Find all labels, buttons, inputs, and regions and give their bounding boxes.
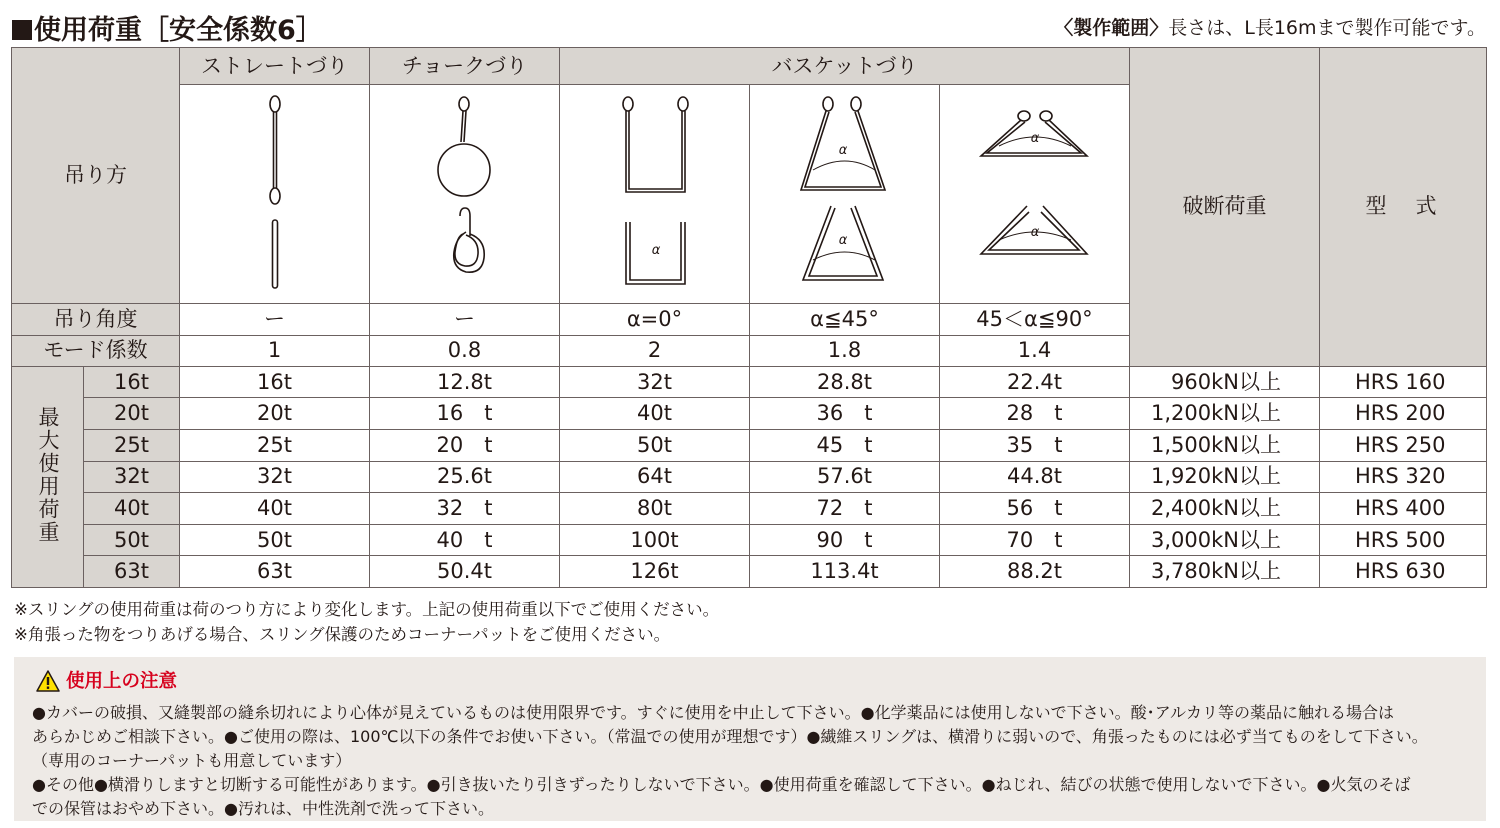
size-value: 40t [114,495,149,520]
breaking-load-cell [1130,366,1320,398]
model-cell [1320,556,1487,588]
breaking-load-header-text: 破断荷重 [1182,194,1267,219]
caution-line: （専用のコーナーパットも用意しています） [32,751,352,770]
page-title [12,8,323,47]
angle-cell [940,303,1130,335]
load-cell [370,398,560,430]
size-cell [84,398,180,430]
load-cell [370,430,560,462]
col-group-basket [560,48,1130,85]
col-group-straight [180,48,370,85]
load-value: 32t [637,369,672,394]
load-value: 72 t [816,495,873,520]
load-value: 28.8t [817,369,872,394]
load-cell [180,398,370,430]
model-cell [1320,461,1487,493]
load-cell [750,430,940,462]
angle-value: 45＜α≦90° [976,306,1093,331]
method-header [12,48,180,304]
load-cell [750,524,940,556]
basket-90-sling-icon [975,94,1095,294]
warning-icon [36,670,60,692]
model-cell [1320,524,1487,556]
angle-label-text: 吊り角度 [53,306,138,331]
production-range-label: 〈製作範囲〉 [1054,17,1169,39]
load-value: 64t [637,464,672,489]
alpha-label: α [838,232,847,248]
load-cell [560,398,750,430]
load-value: 22.4t [1007,369,1062,394]
load-cell [180,430,370,462]
straight-sling-icon [245,94,305,294]
load-value: 88.2t [1007,559,1062,584]
breaking-load-value: 1,200kN以上 [1151,401,1281,426]
diagram-choke [370,85,560,304]
square-bullet-icon [12,20,32,40]
load-cell [940,493,1130,525]
mode-value: 1 [267,338,282,363]
load-cell [180,524,370,556]
mode-cell [370,335,560,366]
diagram-basket-45 [750,85,940,304]
angle-value: α≦45° [810,306,879,331]
model-header-text: 型 式 [1365,194,1441,219]
load-value: 40 t [436,527,493,552]
mode-cell [560,335,750,366]
col-group-straight-text: ストレートづり [201,53,348,78]
caution-line: での保管はおやめ下さい。●汚れは、中性洗剤で洗って下さい。 [32,799,494,818]
diagram-basket-90 [940,85,1130,304]
alpha-label: α [651,242,660,258]
mode-cell [180,335,370,366]
table-row [12,524,1487,556]
footnote: ※スリングの使用荷重は荷のつり方により変化します。上記の使用荷重以下でご使用ください。 [14,600,720,619]
caution-box [14,657,1486,821]
angle-value: ー [454,306,475,331]
caution-line: ●その他●横滑りしますと切断する可能性があります。●引き抜いたり引きずったりしないで下さい。●使用荷重を確認して下さい。●ねじれ、結びの状態で使用しないで下さい。●火気のそば [32,775,1411,794]
load-cell [940,461,1130,493]
angle-label [12,303,180,335]
mode-value: 1.8 [827,338,862,363]
model-header [1320,48,1487,367]
breaking-load-value: 1,920kN以上 [1151,464,1281,489]
table-row [12,366,1487,398]
load-cell [560,461,750,493]
load-value: 32t [257,464,292,489]
mode-value: 0.8 [447,338,482,363]
production-range [1054,13,1486,40]
caution-title: 使用上の注意 [66,671,178,692]
load-cell [560,493,750,525]
breaking-load-value: 960kN以上 [1171,369,1281,394]
load-cell [940,556,1130,588]
mode-label [12,335,180,366]
load-cell [560,366,750,398]
load-cell [940,524,1130,556]
load-value: 80t [637,495,672,520]
breaking-load-header [1130,48,1320,367]
load-cell [370,366,560,398]
model-value: HRS 160 [1355,369,1446,394]
model-cell [1320,493,1487,525]
size-cell [84,430,180,462]
model-value: HRS 200 [1355,401,1446,426]
model-cell [1320,366,1487,398]
load-cell [940,366,1130,398]
load-value: 28 t [1006,401,1063,426]
load-value: 40t [257,495,292,520]
model-cell [1320,398,1487,430]
breaking-load-value: 1,500kN以上 [1151,432,1281,457]
breaking-load-cell [1130,398,1320,430]
caution-body [32,701,1477,821]
mode-cell [750,335,940,366]
col-group-basket-text: バスケットづり [771,53,918,78]
load-value: 45 t [816,432,873,457]
basket-vertical-sling-icon [610,94,700,294]
load-value: 32 t [436,495,493,520]
alpha-label: α [1030,130,1039,146]
max-load-label [12,366,84,587]
mode-label-text: モード係数 [43,338,148,363]
load-value: 16 t [436,401,493,426]
breaking-load-value: 3,000kN以上 [1151,527,1281,552]
breaking-load-cell [1130,430,1320,462]
table-row [12,430,1487,462]
caution-line: あらかじめご相談下さい。●ご使用の際は、100℃以下の条件でお使い下さい。（常温での使用が理想です）●繊維スリングは、横滑りに弱いので、角張ったものには必ず当てものをして下さい。 [32,727,1428,746]
size-value: 20t [114,401,149,426]
load-value: 50t [637,432,672,457]
load-cell [370,556,560,588]
load-cell [180,461,370,493]
breaking-load-value: 3,780kN以上 [1151,559,1281,584]
load-cell [560,524,750,556]
size-cell [84,461,180,493]
load-cell [370,493,560,525]
mode-cell [940,335,1130,366]
load-cell [940,398,1130,430]
load-value: 12.8t [437,369,492,394]
table-row [12,398,1487,430]
method-header-text: 吊り方 [64,162,127,187]
load-cell [940,430,1130,462]
table-row [12,493,1487,525]
size-cell [84,524,180,556]
load-cell [560,430,750,462]
alpha-label: α [838,142,847,158]
load-value: 20 t [436,432,493,457]
col-group-choke-text: チョークづり [401,53,528,78]
load-value: 100t [630,527,679,552]
breaking-load-cell [1130,524,1320,556]
load-cell [370,461,560,493]
model-value: HRS 250 [1355,432,1446,457]
load-cell [750,493,940,525]
load-value: 35 t [1006,432,1063,457]
load-cell [180,556,370,588]
load-cell [750,461,940,493]
load-cell [180,366,370,398]
breaking-load-cell [1130,556,1320,588]
breaking-load-value: 2,400kN以上 [1151,495,1281,520]
table-row [12,461,1487,493]
load-table [11,47,1487,588]
angle-cell [560,303,750,335]
breaking-load-cell [1130,493,1320,525]
load-cell [750,556,940,588]
load-value: 56 t [1006,495,1063,520]
size-value: 50t [114,527,149,552]
load-value: 36 t [816,401,873,426]
size-value: 63t [114,559,149,584]
load-value: 57.6t [817,464,872,489]
mode-value: 2 [647,338,662,363]
load-value: 63t [257,559,292,584]
angle-cell [370,303,560,335]
size-value: 16t [114,369,149,394]
page-title-text: 使用荷重［安全係数6］ [34,15,323,46]
load-value: 50.4t [437,559,492,584]
model-value: HRS 500 [1355,527,1446,552]
production-range-text: 長さは、L長16mまで製作可能です。 [1168,17,1486,39]
load-cell [560,556,750,588]
table-row [12,556,1487,588]
angle-cell [750,303,940,335]
diagram-straight [180,85,370,304]
footnotes [14,597,719,647]
size-value: 32t [114,464,149,489]
caution-heading [36,667,177,693]
alpha-label: α [1030,224,1039,240]
diagram-basket-vertical [560,85,750,304]
load-value: 90 t [816,527,873,552]
size-value: 25t [114,432,149,457]
load-value: 70 t [1006,527,1063,552]
angle-value: α=0° [626,306,683,331]
angle-value: ー [264,306,285,331]
mode-value: 1.4 [1017,338,1052,363]
load-value: 40t [637,401,672,426]
load-value: 25.6t [437,464,492,489]
col-group-choke [370,48,560,85]
load-cell [370,524,560,556]
load-value: 44.8t [1007,464,1062,489]
footnote: ※角張った物をつりあげる場合、スリング保護のためコーナーパットをご使用ください。 [14,625,671,644]
load-value: 113.4t [810,559,879,584]
model-value: HRS 630 [1355,559,1446,584]
load-value: 16t [257,369,292,394]
model-value: HRS 400 [1355,495,1446,520]
load-cell [180,493,370,525]
size-cell [84,493,180,525]
size-cell [84,366,180,398]
choke-sling-icon [430,94,500,294]
angle-cell [180,303,370,335]
load-value: 25t [257,432,292,457]
size-cell [84,556,180,588]
max-load-label-text: 最大使用荷重 [36,405,60,544]
breaking-load-cell [1130,461,1320,493]
load-cell [750,398,940,430]
model-value: HRS 320 [1355,464,1446,489]
basket-45-sling-icon [795,94,895,294]
load-value: 20t [257,401,292,426]
load-value: 126t [630,559,679,584]
load-cell [750,366,940,398]
model-cell [1320,430,1487,462]
load-value: 50t [257,527,292,552]
caution-line: ●カバーの破損、又縫製部の縫糸切れにより心体が見えているものは使用限界です。すぐに使用を中止して下さい。●化学薬品には使用しないで下さい。酸･アルカリ等の薬品に触れる場合は [32,703,1395,722]
